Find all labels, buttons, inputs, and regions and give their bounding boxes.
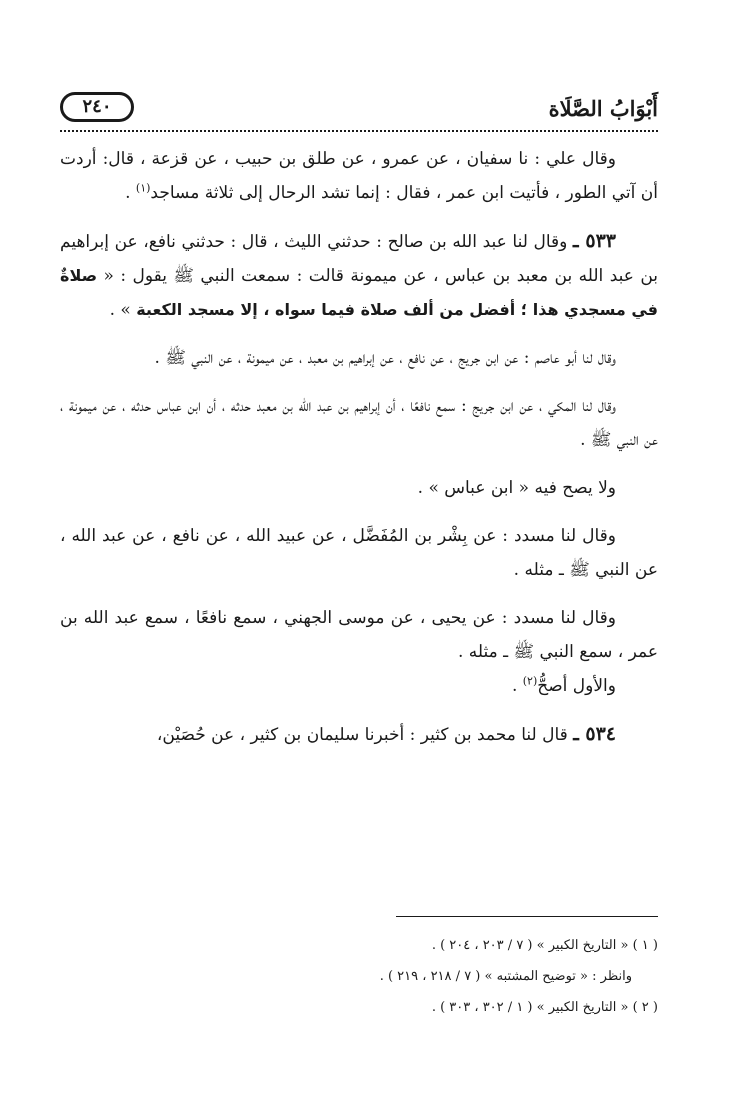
footnote-2: ( ٢ ) « التاريخ الكبير » ( ١ / ٣٠٢ ، ٣٠٣ ) . bbox=[431, 1000, 658, 1015]
hadith-number-534: ٥٣٤ ـ bbox=[573, 723, 616, 745]
paragraph-5: ولا يصح فيه « ابن عباس » . bbox=[417, 478, 616, 498]
paragraph-3: وقال لنا أبو عاصم : عن ابن جريج ، عن نافع ، عن إبراهيم بن معبد ، عن ميمونة ، عن النبي ﷺ . bbox=[154, 348, 616, 368]
page-number: ٢٤٠ bbox=[82, 96, 112, 117]
footnote-ref-1: (١) bbox=[135, 181, 151, 195]
footnote-ref-2: (٢) bbox=[522, 674, 538, 688]
footnote-1-continued: وانظر : « توضيح المشتبه » ( ٧ / ٢١٨ ، ٢١٩ ) . bbox=[379, 969, 632, 984]
footnotes bbox=[60, 930, 658, 1023]
header-divider bbox=[60, 130, 658, 132]
paragraph-533 bbox=[60, 224, 658, 327]
paragraph-533-end: » . bbox=[109, 300, 137, 320]
paragraph-8-text: والأول أصحُّ bbox=[537, 676, 616, 696]
hadith-number-533: ٥٣٣ ـ bbox=[572, 230, 617, 252]
paragraph-533-text: وقال لنا عبد الله بن صالح : حدثني الليث ، قال : حدثني نافع، عن إبراهيم بن عبد الله بن معبد بن عباس ، عن ميمونة قالت : سمعت النبي ﷺ يقول : « bbox=[60, 232, 659, 286]
main-text bbox=[60, 142, 658, 766]
paragraph-534-text: قال لنا محمد بن كثير : أخبرنا سليمان بن كثير ، عن حُصَيْن، bbox=[156, 725, 568, 745]
paragraph-1 bbox=[60, 142, 658, 210]
paragraph-4: وقال لنا المكي ، عن ابن جريج : سمع نافعًا ، أن إبراهيم بن عبد الله بن معبد حدثه ، أن ابن عباس حدثه ، عن ميمونة ، عن النبي ﷺ . bbox=[60, 396, 658, 450]
paragraph-1-text: وقال علي : نا سفيان ، عن عمرو ، عن طلق بن حبيب ، عن قزعة ، قال: أردت أن آتي الطور ، فأتيت ابن عمر ، فقال : إنما تشد الرحال إلى ثلاثة مساجد bbox=[60, 149, 658, 203]
paragraph-6: وقال لنا مسدد : عن بِشْر بن المُفَضَّل ، عن عبيد الله ، عن نافع ، عن عبد الله ، عن النبي ﷺ ـ مثله . bbox=[60, 526, 658, 580]
footnote-1: ( ١ ) « التاريخ الكبير » ( ٧ / ٢٠٣ ، ٢٠٤ ) . bbox=[431, 938, 658, 953]
footnote-divider bbox=[396, 916, 658, 917]
paragraph-1-end: . bbox=[125, 183, 136, 203]
paragraph-534 bbox=[60, 717, 658, 752]
paragraph-8-end: . bbox=[511, 676, 523, 696]
paragraph-7: وقال لنا مسدد : عن يحيى ، عن موسى الجهني ، سمع نافعًا ، سمع عبد الله بن عمر ، سمع النبي ﷺ ـ مثله . bbox=[60, 608, 658, 662]
chapter-title: أَبْوَابُ الصَّلَاة bbox=[548, 96, 658, 121]
page-number-badge bbox=[60, 92, 134, 122]
paragraph-533-bold: صلاةٌ في مسجدي هذا ؛ أفضل من ألف صلاة فيما سواه ، إلا مسجد الكعبة bbox=[60, 266, 658, 319]
page-header bbox=[60, 92, 658, 128]
paragraph-8 bbox=[60, 669, 658, 703]
